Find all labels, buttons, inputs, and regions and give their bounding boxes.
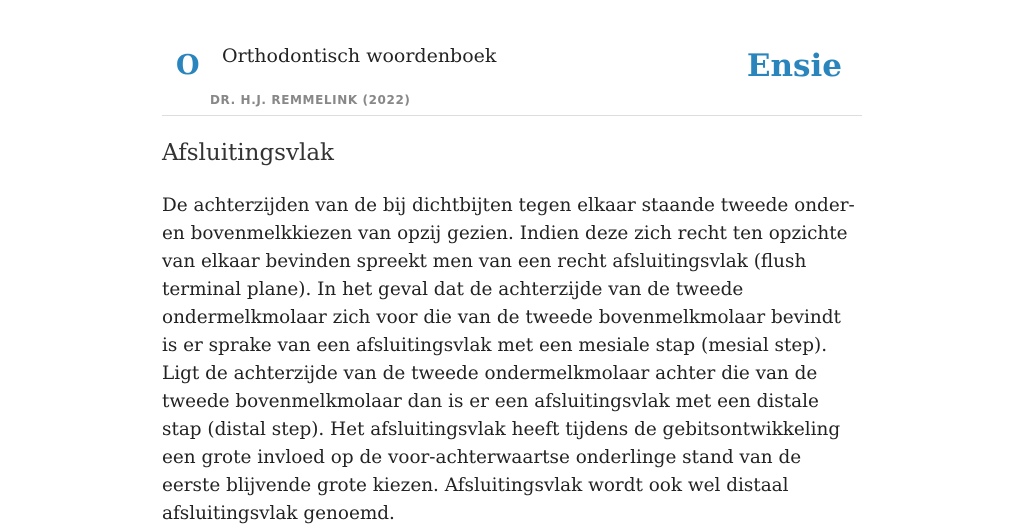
dictionary-author: DR. H.J. REMMELINK (2022) (210, 93, 411, 107)
entry-card (162, 0, 862, 524)
entry-definition: De achterzijden van de bij dichtbijten tegen elkaar staande tweede onder- en bovenmelkkiezen van opzij gezien. Indien deze zich recht ten opzichte van elkaar bevinden spreekt men van een recht afsluitingsvlak (flush terminal plane). In het geval dat de achterzijde van de tweede ondermelkmolaar zich voor die van de tweede bovenmelkmolaar bevindt is er sprake van een afsluitingsvlak met een mesiale stap (mesial step). Ligt de achterzijde van de tweede ondermelkmolaar achter die van de tweede bovenmelkmolaar dan is er een afsluitingsvlak met een distale stap (distal step). Het afsluitingsvlak heeft tijdens de gebitsontwikkeling een grote invloed op de voor-achterwaartse onderlinge stand van de eerste blijvende grote kiezen. Afsluitingsvlak wordt ook wel distaal afsluitingsvlak genoemd. (162, 195, 855, 524)
brand-logo[interactable]: Ensie (746, 48, 842, 84)
entry-term: Afsluitingsvlak (162, 140, 334, 166)
dictionary-header (162, 0, 862, 116)
dictionary-title[interactable]: Orthodontisch woordenboek (222, 45, 497, 67)
index-letter[interactable]: O (176, 50, 200, 81)
